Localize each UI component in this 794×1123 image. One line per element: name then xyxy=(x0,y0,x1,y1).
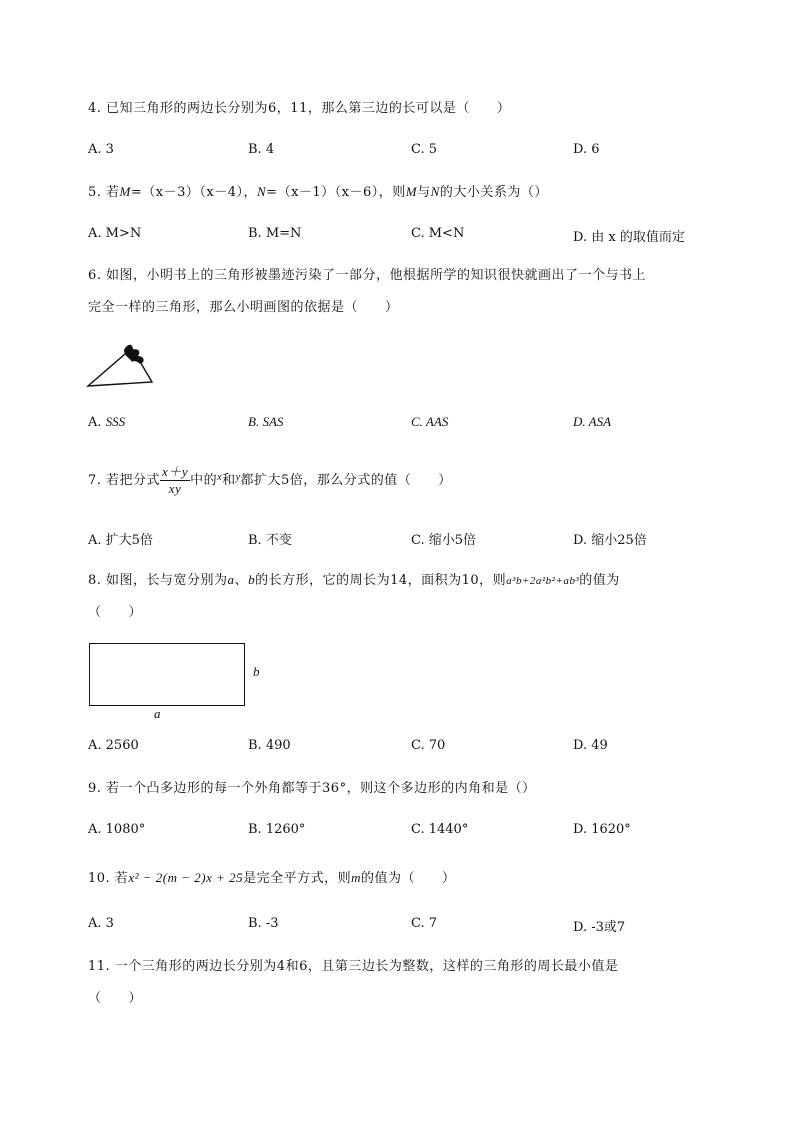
option-b: B. 490 xyxy=(248,738,291,753)
question-10-prefix: 10. 若 xyxy=(88,871,129,886)
option-d: D. 1620° xyxy=(573,822,631,837)
label-b: b xyxy=(253,664,260,679)
question-6 xyxy=(88,265,728,319)
var-m: m xyxy=(351,870,362,885)
option-c: C. 5 xyxy=(411,142,438,157)
label-a: a xyxy=(154,706,161,721)
question-5-prefix: 5. 若 xyxy=(88,185,120,200)
question-7-options xyxy=(88,529,728,549)
option-d xyxy=(573,414,611,430)
ink-stained-triangle-figure xyxy=(84,340,156,390)
option-b xyxy=(248,414,283,430)
question-5-options xyxy=(88,226,728,246)
option-c-text: C. AAS xyxy=(411,414,449,429)
option-b: B. -3 xyxy=(248,916,279,931)
option-b: B. 不变 xyxy=(248,533,292,548)
option-c: C. 70 xyxy=(411,738,446,753)
option-a: A. 3 xyxy=(88,142,114,157)
question-7-suffix: 都扩大5倍，那么分式的值（ ） xyxy=(240,473,452,488)
question-10-mid: 是完全平方式，则 xyxy=(243,871,352,886)
m-expression: =（x－3）（x－4）， xyxy=(130,185,257,200)
question-8-mid: 的长方形，它的周长为14，面积为10，则 xyxy=(255,573,507,588)
var-x: x xyxy=(217,472,223,483)
question-5-mid: 与 xyxy=(417,185,431,200)
option-a: A. M>N xyxy=(88,226,142,241)
question-11 xyxy=(88,956,728,1010)
option-d: D. -3或7 xyxy=(573,920,626,935)
option-d: D. 49 xyxy=(573,738,608,753)
question-11-line-1: 11. 一个三角形的两边长分别为4和6，且第三边长为整数，这样的三角形的周长最小值是 xyxy=(88,959,619,974)
option-d: D. 由 x 的取值而定 xyxy=(573,230,685,245)
question-9-options xyxy=(88,822,728,842)
fraction-numerator: x＋y xyxy=(162,464,189,479)
option-b: B. 4 xyxy=(248,142,275,157)
option-d: D. 缩小25倍 xyxy=(573,533,647,548)
var-n: N xyxy=(430,184,440,199)
option-d: D. 6 xyxy=(573,142,600,157)
option-a: A. 3 xyxy=(88,916,114,931)
option-d-text: D. ASA xyxy=(573,414,612,429)
question-4-text: 4. 已知三角形的两边长分别为6，11，那么第三边的长可以是（ ） xyxy=(88,101,511,116)
question-7-mid: 中的 xyxy=(190,473,218,488)
option-a: A. 1080° xyxy=(88,822,146,837)
option-b: B. 1260° xyxy=(248,822,306,837)
var-m: M xyxy=(405,184,418,199)
question-9-text: 9. 若一个凸多边形的每一个外角都等于36°，则这个多边形的内角和是（） xyxy=(88,781,536,796)
option-a: A. 2560 xyxy=(88,738,139,753)
question-8-options xyxy=(88,738,728,758)
option-c: C. 7 xyxy=(411,916,438,931)
fraction-denominator: xy xyxy=(168,481,182,496)
option-a: A. 扩大5倍 xyxy=(88,533,153,548)
question-7-prefix: 7. 若把分式 xyxy=(88,473,161,488)
option-c: C. M<N xyxy=(411,226,465,241)
var-a: a xyxy=(227,572,235,587)
var-n: N xyxy=(257,184,267,199)
question-6-line-2: 完全一样的三角形，那么小明画图的依据是（ ） xyxy=(88,300,399,315)
option-c: C. 1440° xyxy=(411,822,469,837)
option-c xyxy=(411,414,448,430)
question-4 xyxy=(88,98,728,120)
question-8-line-2: （ ） xyxy=(88,605,143,620)
option-a-text: SSS xyxy=(105,414,126,429)
question-6-options xyxy=(88,414,728,434)
fraction xyxy=(160,464,190,497)
separator: 、 xyxy=(234,573,249,588)
polynomial-expression: a³b+2a²b²+ab³ xyxy=(506,575,580,587)
option-c: C. 缩小5倍 xyxy=(411,533,477,548)
n-expression: =（x－1）（x－6），则 xyxy=(266,185,406,200)
question-7-and: 和 xyxy=(222,473,236,488)
option-a: A. SSS xyxy=(88,414,126,430)
question-5-suffix: 的大小关系为（） xyxy=(439,185,548,200)
var-y: y xyxy=(235,472,241,483)
question-10-options xyxy=(88,916,728,936)
var-b: b xyxy=(248,572,256,587)
question-7 xyxy=(88,460,728,499)
question-8-suffix: 的值为 xyxy=(579,573,620,588)
question-11-line-2: （ ） xyxy=(88,991,143,1006)
quadratic-expression: x² − 2(m − 2)x + 25 xyxy=(128,870,244,885)
option-b-text: B. SAS xyxy=(248,414,284,429)
question-10-suffix: 的值为（ ） xyxy=(361,871,456,886)
question-8-prefix: 8. 如图，长与宽分别为 xyxy=(88,573,228,588)
question-8 xyxy=(88,569,728,624)
question-8-line-1 xyxy=(88,569,728,592)
question-9 xyxy=(88,778,728,800)
question-5 xyxy=(88,181,728,204)
rectangle-figure xyxy=(89,643,245,706)
question-10 xyxy=(88,867,728,890)
var-m: M xyxy=(119,184,131,199)
question-4-options xyxy=(88,142,728,162)
option-b: B. M=N xyxy=(248,226,302,241)
question-6-line-1: 6. 如图，小明书上的三角形被墨迹污染了一部分，他根据所学的知识很快就画出了一个与书上 xyxy=(88,268,647,283)
